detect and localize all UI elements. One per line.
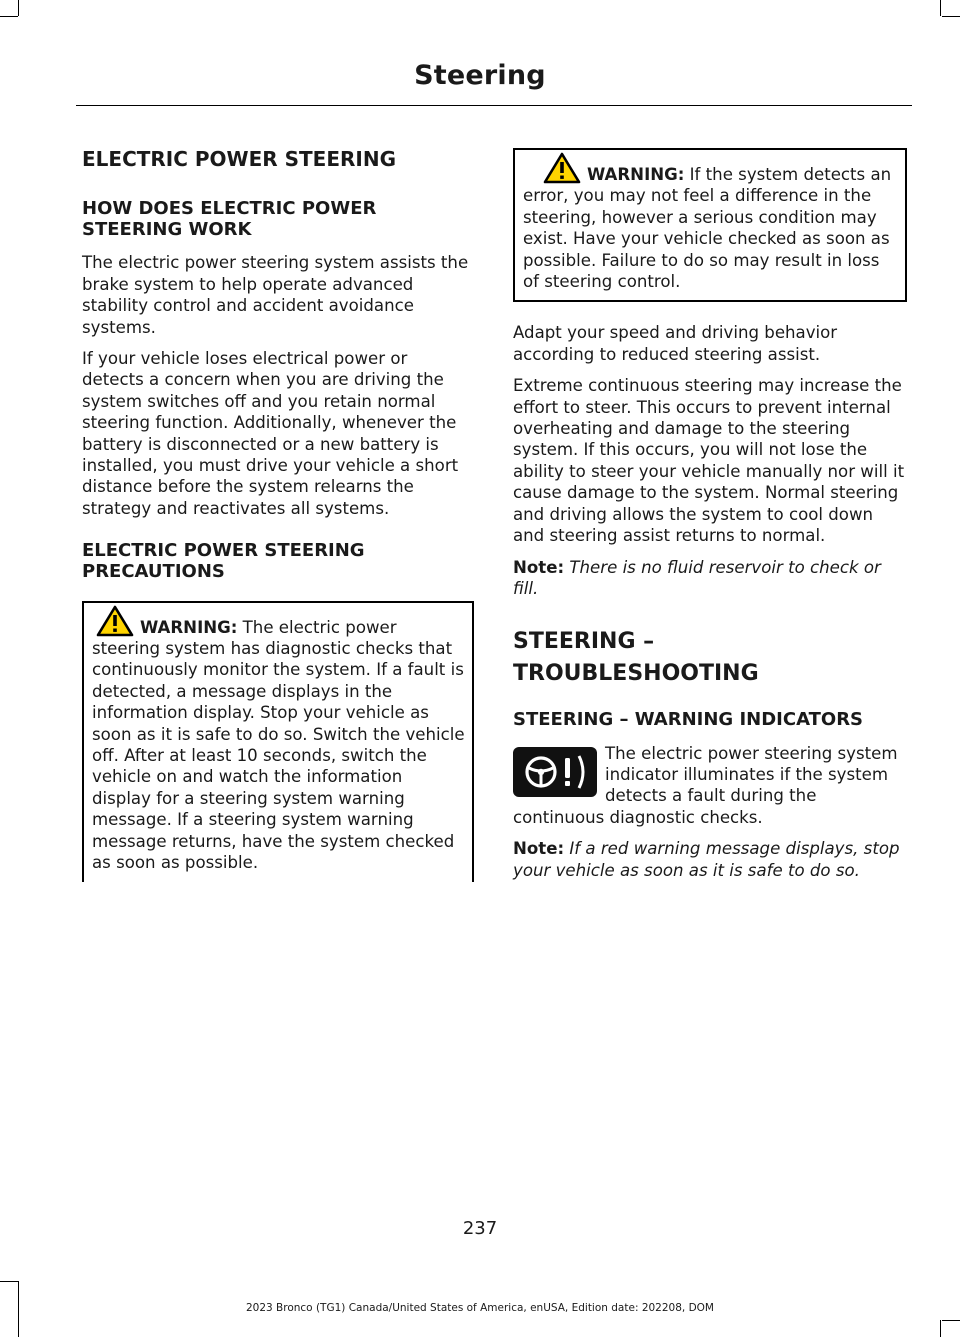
page-number: 237: [462, 1218, 498, 1239]
steering-warning-icon-graphic: [513, 747, 597, 797]
section-heading: TROUBLESHOOTING: [513, 660, 759, 686]
right-column: [513, 148, 907, 891]
subsection-heading: ELECTRIC POWER STEERING PRECAUTIONS: [82, 540, 365, 582]
warning-label: WARNING:: [140, 617, 238, 637]
warning-paragraph: [523, 164, 899, 292]
section-heading: STEERING –: [513, 629, 655, 655]
paragraph: The electric power steering system assists the brake system to help operate advanced stability control and accident avoidance systems.: [82, 253, 469, 337]
crop-mark: [0, 1281, 18, 1282]
warning-box: [82, 601, 474, 882]
note-text: If a red warning message displays, stop your vehicle as soon as it is safe to do so.: [513, 839, 900, 880]
crop-mark: [942, 16, 960, 17]
paragraph: Extreme continuous steering may increase the effort to steer. This occurs to prevent internal overheating and damage to the steering system. If this occurs, you will not lose the ability to steer your vehicle manually nor will it cause damage to the system. Normal steering and driving allows the system to cool down and steering assist returns to normal.: [513, 376, 905, 546]
paragraph: If your vehicle loses electrical power or detects a concern when you are driving the system switches off and you retain normal steering function. Additionally, whenever the battery is disconnected or a new battery is installed, you must drive your vehicle a short distance before the system relearns the strategy and reactivates all systems.: [82, 349, 459, 518]
section-heading: ELECTRIC POWER STEERING: [82, 147, 396, 171]
note-label: Note:: [513, 557, 565, 577]
page-header-title: Steering: [414, 60, 546, 91]
indicator-text: The electric power steering system indicator illuminates if the system detects a fault during the continuous diagnostic checks.: [513, 743, 898, 827]
warning-box: [513, 148, 907, 302]
note-label: Note:: [513, 839, 565, 859]
note: [513, 557, 907, 600]
subsection-heading: HOW DOES ELECTRIC POWER STEERING WORK: [82, 198, 377, 240]
footer-text: 2023 Bronco (TG1) Canada/United States of America, enUSA, Edition date: 202208, DOM: [245, 1302, 714, 1314]
paragraph: Adapt your speed and driving behavior according to reduced steering assist.: [513, 323, 838, 364]
warning-label: WARNING:: [587, 165, 685, 184]
header-rule: [76, 105, 912, 106]
warning-text: If the system detects an error, you may not feel a difference in the steering, however a serious condition may exist. Have your vehicle checked as soon as possible. Failure to do so may result in loss of steering control.: [523, 165, 892, 292]
crop-mark: [0, 16, 18, 17]
crop-mark: [940, 1320, 941, 1337]
subsection-heading: STEERING – WARNING INDICATORS: [513, 708, 864, 730]
left-column: [82, 148, 474, 882]
crop-mark: [940, 0, 941, 16]
indicator-description: [513, 743, 907, 829]
crop-mark: [942, 1320, 960, 1321]
warning-text: The electric power steering system has diagnostic checks that continuously monitor the system. If a fault is detected, a message displays in the information display. Stop your vehicle as soon as it is safe to do so. Switch the vehicle off. After at least 10 seconds, switch the vehicle on and watch the information display for a steering system warning message. If a steering system warning message returns, have the system checked as soon as possible.: [92, 617, 465, 873]
crop-mark: [18, 0, 19, 16]
warning-paragraph: [92, 617, 466, 874]
note: [513, 838, 907, 881]
warning-triangle-icon: [96, 605, 134, 637]
warning-triangle-icon: [543, 152, 581, 184]
steering-warning-icon: [513, 747, 597, 797]
note-text: There is no fluid reservoir to check or fill.: [513, 557, 881, 598]
